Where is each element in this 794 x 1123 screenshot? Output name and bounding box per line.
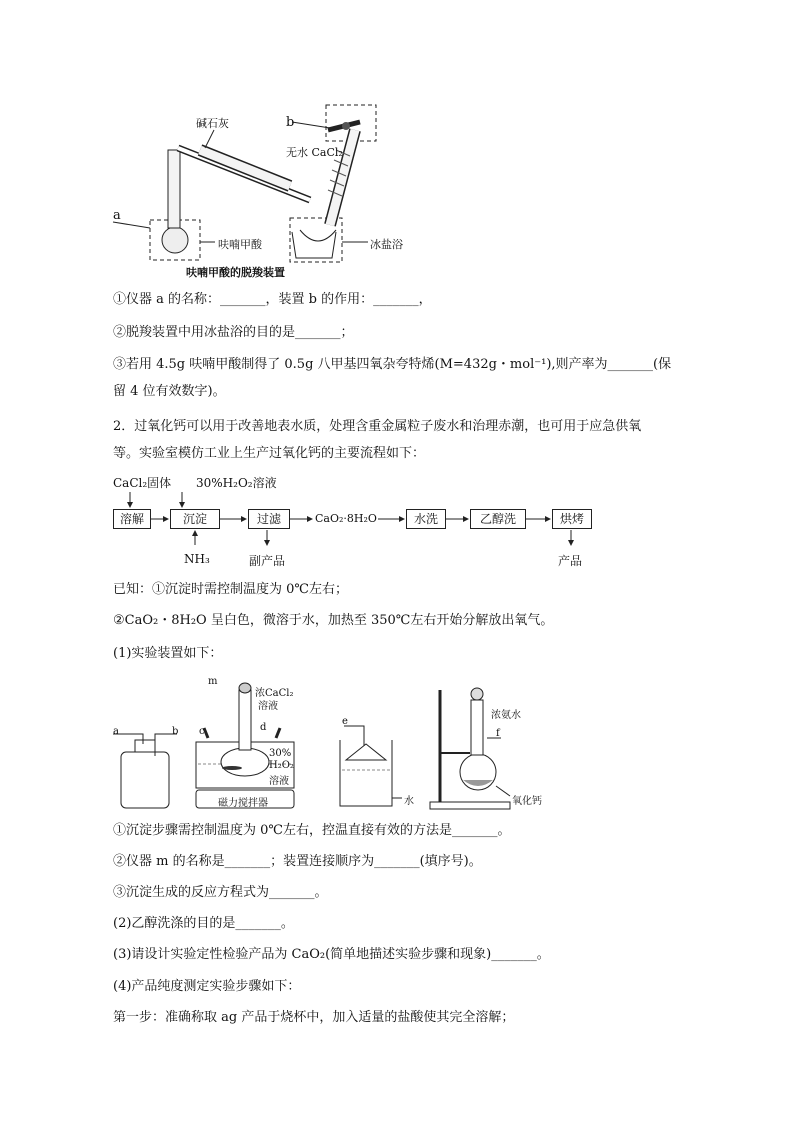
- label-soda-lime: 碱石灰: [196, 117, 229, 130]
- fig2-label-m: m: [208, 676, 218, 687]
- q3-line-5: (3)请设计实验定性检验产品为 CaO₂(简单地描述实验步骤和现象)_______。: [113, 947, 550, 962]
- figure-caption: 呋喃甲酸的脱羧装置: [186, 266, 285, 279]
- q3-line-4: (2)乙醇洗涤的目的是_______。: [113, 916, 294, 931]
- fig2-label-f: f: [496, 728, 500, 739]
- fig2-label-ammonia: 浓氨水: [491, 710, 521, 721]
- q1-line-4: 留 4 位有效数字)。: [113, 384, 226, 399]
- flow-input-h2o2: 30%H₂O₂溶液: [196, 476, 277, 490]
- q2-intro-2: 等。实验室模仿工业上生产过氧化钙的主要流程如下：: [113, 446, 426, 461]
- fig2-label-h2o2-percent: 30%: [269, 748, 292, 759]
- flow-byproduct: 副产品: [249, 554, 286, 568]
- q1-line-2: ②脱羧装置中用冰盐浴的目的是_______；: [113, 325, 354, 340]
- flow-step-dissolve: 溶解: [113, 509, 151, 529]
- q3-line-2: ②仪器 m 的名称是_______；装置连接顺序为_______(填序号)。: [113, 854, 482, 869]
- label-ice-bath: 冰盐浴: [370, 238, 403, 251]
- fig2-label-solution: 溶液: [258, 701, 278, 712]
- fig2-label-d: d: [260, 722, 267, 733]
- q3-line-7: 第一步：准确称取 ag 产品于烧杯中，加入适量的盐酸使其完全溶解；: [113, 1010, 515, 1025]
- fig2-label-cacl2: 浓CaCl₂: [255, 688, 294, 699]
- known-2: ②CaO₂・8H₂O 呈白色，微溶于水，加热至 350℃左右开始分解放出氧气。: [113, 613, 554, 628]
- fig2-label-c: c: [199, 726, 205, 737]
- label-cacl2: 无水 CaCl₂: [286, 146, 343, 159]
- q1-line-3: ③若用 4.5g 呋喃甲酸制得了 0.5g 八甲基四氧杂夸特烯(M=432g・mol⁻¹),则产率为_______(保: [113, 357, 672, 372]
- flow-product: 产品: [558, 554, 583, 568]
- label-furoic-acid: 呋喃甲酸: [218, 238, 262, 251]
- q1-line-1: ①仪器 a 的名称：_______，装置 b 的作用：_______，: [113, 292, 432, 307]
- flow-step-ethanol-wash: 乙醇洗: [470, 509, 526, 529]
- fig2-label-b: b: [172, 726, 179, 737]
- fig2-label-cao: 氧化钙: [512, 796, 542, 807]
- flow-step-filter: 过滤: [248, 509, 290, 529]
- flow-step-bake: 烘烤: [552, 509, 592, 529]
- flow-input-cacl2: CaCl₂固体: [113, 476, 172, 490]
- label-a: a: [113, 208, 121, 223]
- flow-intermediate: CaO₂·8H₂O: [315, 512, 377, 525]
- fig2-label-stirrer: 磁力搅拌器: [218, 798, 268, 809]
- q3-line-3: ③沉淀生成的反应方程式为_______。: [113, 885, 328, 900]
- fig2-label-water: 水: [404, 796, 414, 807]
- fig2-label-h2o2-solution: 溶液: [269, 776, 289, 787]
- flow-nh3: NH₃: [184, 552, 210, 566]
- q3-line-1: ①沉淀步骤需控制温度为 0℃左右，控温直接有效的方法是_______。: [113, 823, 511, 838]
- fig2-label-e: e: [342, 716, 348, 727]
- known-1: 已知：①沉淀时需控制温度为 0℃左右；: [113, 582, 348, 597]
- fig2-label-h2o2: H₂O₂: [269, 760, 294, 771]
- label-b: b: [286, 115, 295, 130]
- flow-step-water-wash: 水洗: [406, 509, 446, 529]
- q3-line-6: (4)产品纯度测定实验步骤如下：: [113, 979, 301, 994]
- flow-step-precipitate: 沉淀: [170, 509, 220, 529]
- known-3: (1)实验装置如下：: [113, 646, 223, 661]
- fig2-label-a: a: [113, 726, 119, 737]
- q2-intro-1: 2．过氧化钙可以用于改善地表水质，处理含重金属粒子废水和治理赤潮，也可用于应急供氧: [113, 419, 642, 434]
